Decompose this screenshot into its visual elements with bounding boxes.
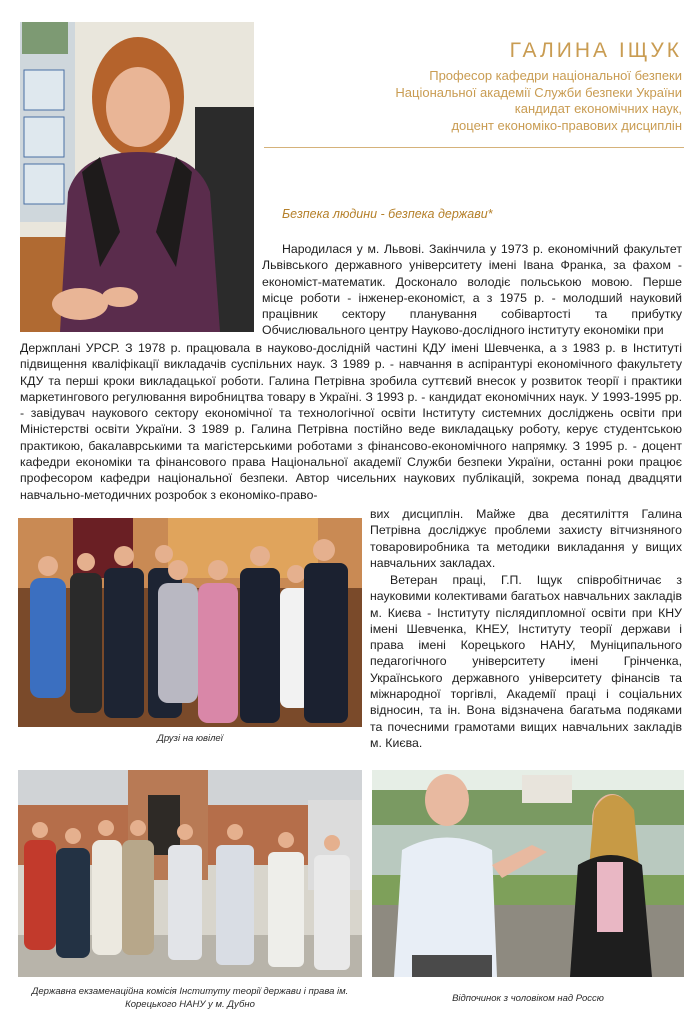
biography-paragraph-start: Народилася у м. Львові. Закінчила у 1973 р. економічний факультет Львівського державного університету імені Івана Франка, за фахом - економіст-математик. Досконало володіє польською мовою. Перше місце роботи - інженер-економіст, а з 1975 р. - молодший науковий працівник сектору планування собівартості та прибутку Обчислювального центру Науково-дослідного інституту економіки при [262, 242, 682, 338]
friends-group-photo [18, 518, 362, 727]
biography-paragraph-wide: Держплані УРСР. З 1978 р. працювала в науково-дослідній частині КДУ імені Шевченка, а з 1983 р. в Інституті підвищення кваліфікації викладачів суспільних наук. З 1989 р. - навчання в аспірантурі економічного факультету КДУ та перші кроки викладацької роботи. Галина Петрівна зробила суттєвий внесок у розвиток теорії і практики маркетингового регулювання виробництва товару в Україні. З 1993 р. - кандидат економічних наук. У 1993-1995 рр. - завідувач наукового сектору економічної та технологічної освіти Інституту системних досліджень освіти при Міністерстві освіти України. З 1989 р. Галина Петрівна постійно веде викладацьку роботу, керує студентською практикою, бакалаврськими та магістерськими роботами з фінансово-економічного напрямку. З 1995 р. - доцент кафедри економіки та фінансового права Національної академії Служби безпеки України, останні роки працює професором кафедри національної безпеки. Автор чисельних наукових публікацій, зокрема понад двадцяти навчально-методичних розробок з економіко-право- [20, 341, 682, 502]
friends-photo-caption: Друзі на ювілеї [157, 733, 223, 744]
person-name: ГАЛИНА ІЩУК [509, 39, 682, 62]
biography-paragraph-side: вих дисциплін. Майже два десятиліття Галина Петрівна досліджує проблеми захисту вітчизняного товаровиробника та методики викладання у вищих навчальних закладах. [370, 507, 682, 570]
commission-photo [18, 770, 362, 977]
commission-photo-caption: Державна екзаменаційна комісія Інституту теорії держави і права ім. Корецького НАНУ у м. Дубно [31, 986, 349, 1010]
role-line: Професор кафедри національної безпеки [429, 68, 682, 83]
role-line: доцент економіко-правових дисциплін [451, 117, 682, 133]
motto: Безпека людини - безпека держави* [282, 207, 493, 221]
person-role [262, 68, 682, 134]
portrait-photo [20, 22, 254, 332]
biography-paragraph-veteran: Ветеран праці, Г.П. Іщук співробітничає з науковими колективами багатьох навчальних закладів м. Києва - Інституту післядипломної освіти при КНУ імені Шевченка, КНЕУ, Інституту теорії держави і права імені Корецького НАНУ, Муніципального педагогічного університету імені Грінченка, Українського державного університету фінансів та міжнародної торгівлі, Академії праці і соціальних відносин, та ін. Вона відзначена багатьма подяками та почесними грамотами вищих навчальних закладів м. Києва. [370, 573, 682, 750]
river-photo [372, 770, 684, 977]
river-photo-caption: Відпочинок з чоловіком над Россю [452, 993, 604, 1004]
header-divider [264, 147, 684, 148]
role-line: Національної академії Служби безпеки України [395, 84, 682, 100]
profile-header [262, 38, 682, 134]
role-line: кандидат економічних наук, [514, 101, 682, 116]
